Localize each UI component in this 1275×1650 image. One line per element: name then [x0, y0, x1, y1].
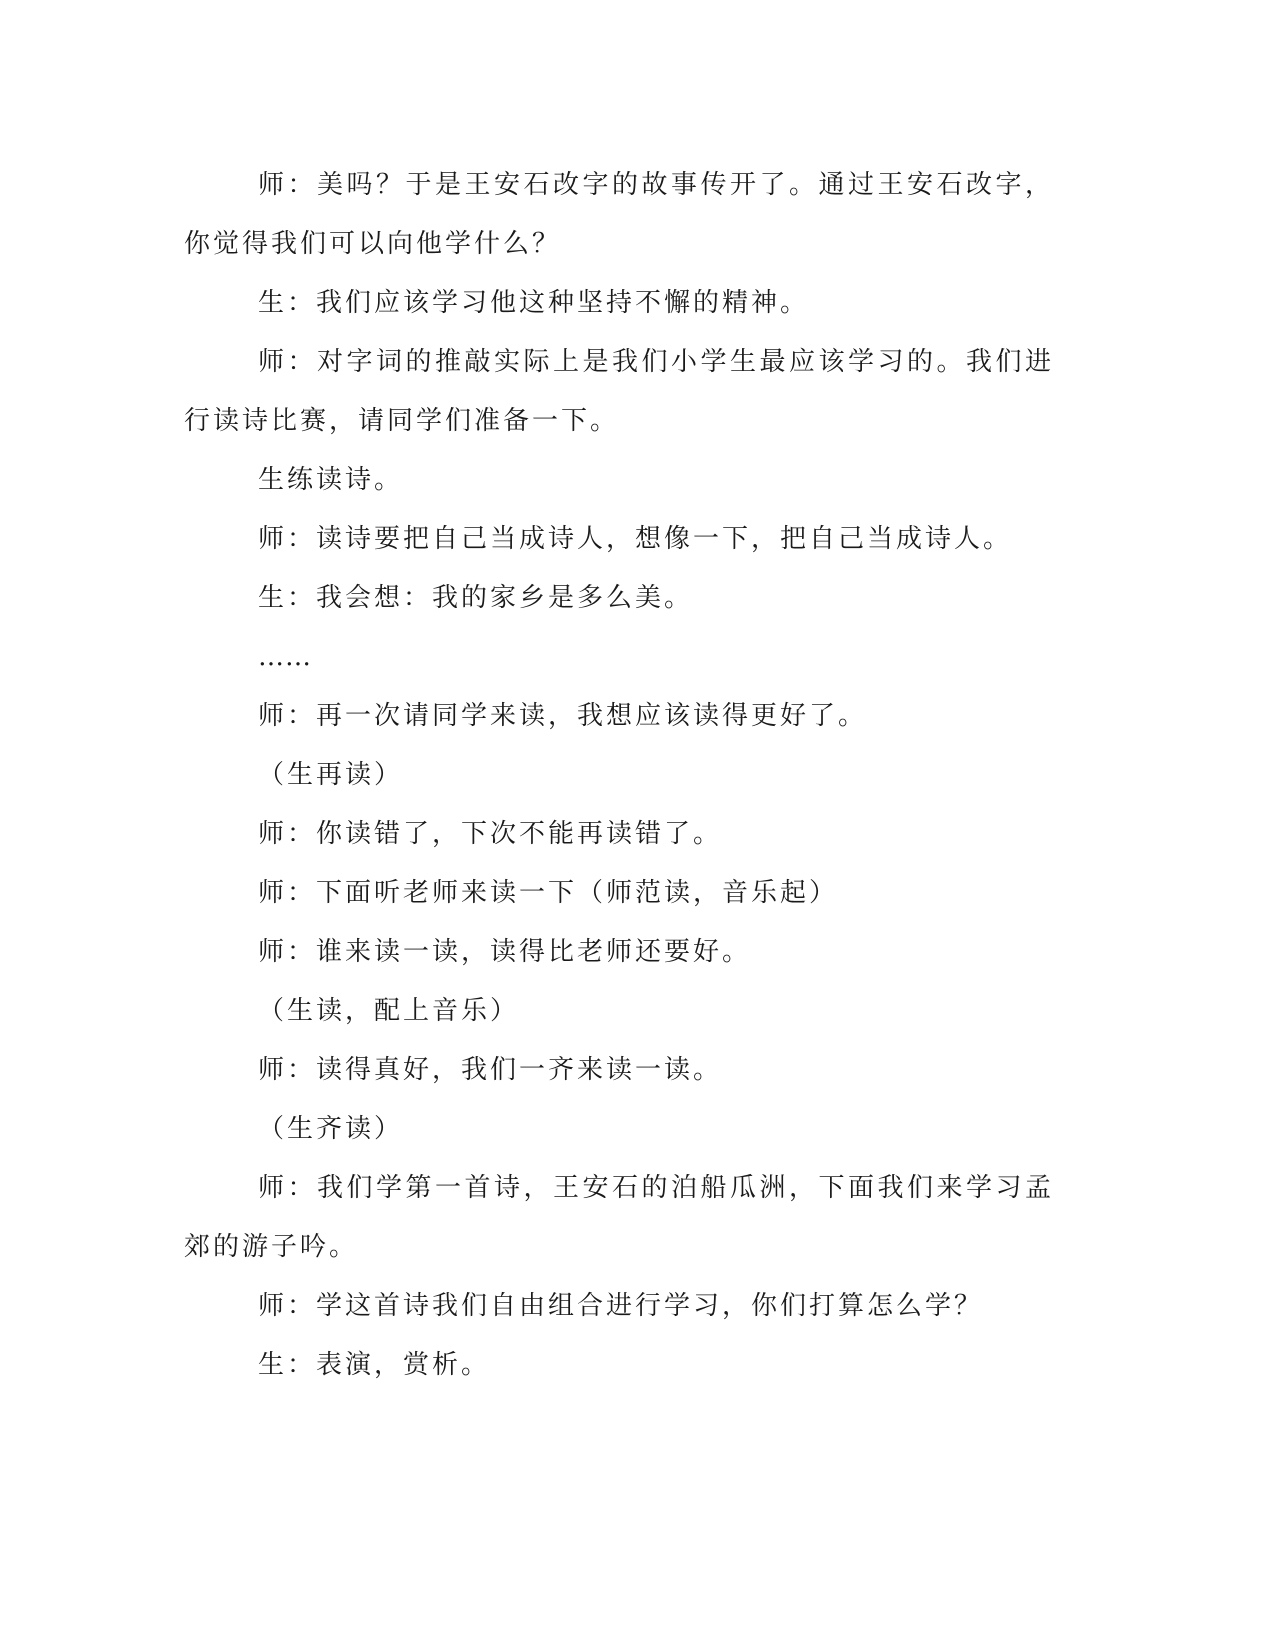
paragraph-1: 师：美吗？于是王安石改字的故事传开了。通过王安石改字，你觉得我们可以向他学什么？ — [184, 170, 1054, 259]
paragraph-3: 师：对字词的推敲实际上是我们小学生最应该学习的。我们进行读诗比赛，请同学们准备一下。 — [184, 347, 1054, 436]
paragraph-8: 师：再一次请同学来读，我想应该读得更好了。 — [258, 701, 868, 731]
paragraph-ellipsis: …… — [258, 642, 312, 672]
paragraph-9: （生再读） — [258, 760, 404, 790]
paragraph-16: 师：我们学第一首诗，王安石的泊船瓜洲，下面我们来学习孟郊的游子吟。 — [184, 1173, 1054, 1262]
paragraph-10: 师：你读错了，下次不能再读错了。 — [258, 819, 723, 849]
paragraph-11: 师：下面听老师来读一下（师范读，音乐起） — [258, 878, 839, 908]
paragraph-6: 生：我会想：我的家乡是多么美。 — [258, 583, 694, 613]
paragraph-12: 师：谁来读一读，读得比老师还要好。 — [258, 937, 752, 967]
paragraph-4: 生练读诗。 — [258, 465, 404, 495]
paragraph-17: 师：学这首诗我们自由组合进行学习，你们打算怎么学？ — [258, 1291, 984, 1321]
paragraph-2: 生：我们应该学习他这种坚持不懈的精神。 — [258, 288, 810, 318]
document-body — [184, 156, 1054, 1395]
paragraph-14: 师：读得真好，我们一齐来读一读。 — [258, 1055, 723, 1085]
paragraph-15: （生齐读） — [258, 1114, 404, 1144]
paragraph-18: 生：表演，赏析。 — [258, 1350, 491, 1380]
paragraph-13: （生读，配上音乐） — [258, 996, 520, 1026]
paragraph-5: 师：读诗要把自己当成诗人，想像一下，把自己当成诗人。 — [258, 524, 1013, 554]
